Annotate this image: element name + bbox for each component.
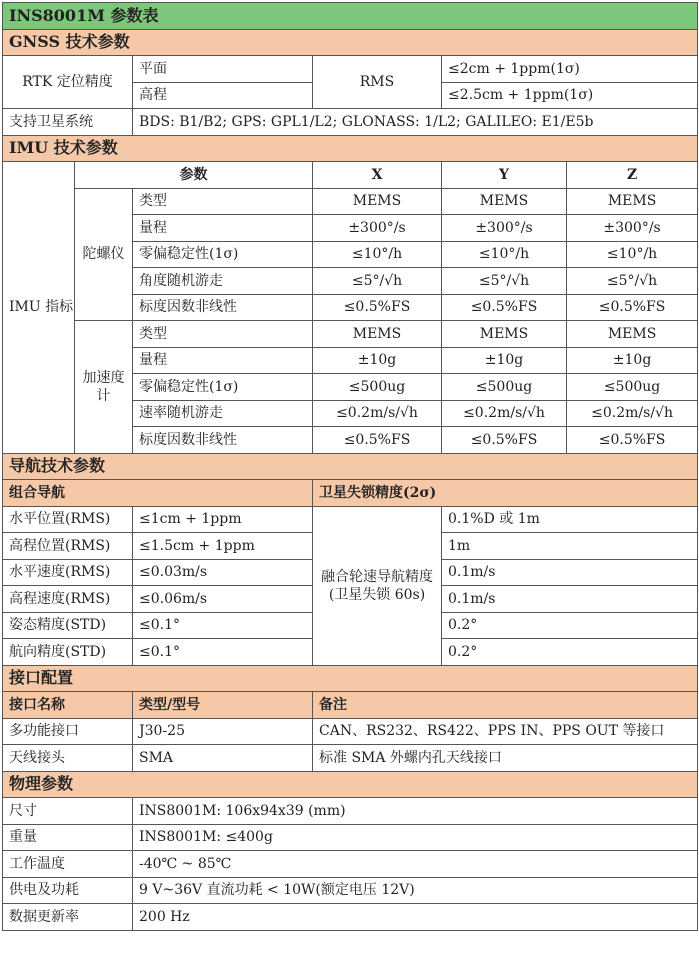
accel-row-x: ±10g bbox=[313, 347, 442, 374]
systems-label: 支持卫星系统 bbox=[3, 109, 133, 136]
rtk-plane-value: ≤2cm + 1ppm(1σ) bbox=[442, 56, 698, 83]
section-nav: 导航技术参数 bbox=[3, 453, 698, 480]
accel-row-z: ≤0.2m/s/√h bbox=[567, 400, 698, 427]
physical-row-name: 数据更新率 bbox=[3, 904, 133, 931]
accel-row-y: ≤500ug bbox=[442, 374, 567, 401]
imu-header-param: 参数 bbox=[75, 162, 313, 189]
gyro-row-z: MEMS bbox=[567, 188, 698, 215]
accel-row-name: 量程 bbox=[133, 347, 313, 374]
physical-row-name: 供电及功耗 bbox=[3, 877, 133, 904]
accel-label-line1: 加速度 bbox=[82, 369, 125, 386]
gyro-row-z: ≤10°/h bbox=[567, 241, 698, 268]
interface-row-note: CAN、RS232、RS422、PPS IN、PPS OUT 等接口 bbox=[313, 718, 698, 745]
systems-value: BDS: B1/B2; GPS: GPL1/L2; GLONASS: 1/L2; GALILEO: E1/E5b bbox=[133, 109, 698, 136]
nav-row-value: ≤0.06m/s bbox=[133, 586, 313, 613]
table-title: INS8001M 参数表 bbox=[3, 3, 698, 30]
accel-row-x: ≤0.2m/s/√h bbox=[313, 400, 442, 427]
rtk-height-value: ≤2.5cm + 1ppm(1σ) bbox=[442, 82, 698, 109]
accel-row-z: ≤500ug bbox=[567, 374, 698, 401]
gyro-row-x: ≤10°/h bbox=[313, 241, 442, 268]
gyro-row-y: ≤10°/h bbox=[442, 241, 567, 268]
gyro-row-y: MEMS bbox=[442, 188, 567, 215]
accel-row-z: ±10g bbox=[567, 347, 698, 374]
nav-row-value: ≤0.1° bbox=[133, 639, 313, 666]
gyro-row-z: ≤0.5%FS bbox=[567, 294, 698, 321]
nav-row-loss: 0.2° bbox=[442, 612, 698, 639]
rtk-height-label: 高程 bbox=[133, 82, 313, 109]
physical-row-name: 尺寸 bbox=[3, 798, 133, 825]
interface-row-note: 标准 SMA 外螺内孔天线接口 bbox=[313, 745, 698, 772]
gyro-row-name: 类型 bbox=[133, 188, 313, 215]
nav-row-name: 水平速度(RMS) bbox=[3, 559, 133, 586]
nav-row-name: 高程速度(RMS) bbox=[3, 586, 133, 613]
gyro-row-y: ±300°/s bbox=[442, 215, 567, 242]
nav-row-loss: 0.1m/s bbox=[442, 559, 698, 586]
nav-fusion-label bbox=[313, 506, 442, 665]
section-interface: 接口配置 bbox=[3, 665, 698, 692]
interface-header-note: 备注 bbox=[313, 692, 698, 719]
gyro-row-name: 角度随机游走 bbox=[133, 268, 313, 295]
physical-row-value: 9 V~36V 直流功耗 < 10W(额定电压 12V) bbox=[133, 877, 698, 904]
accel-label bbox=[75, 321, 133, 454]
section-physical: 物理参数 bbox=[3, 771, 698, 798]
accel-row-x: MEMS bbox=[313, 321, 442, 348]
spec-table bbox=[2, 2, 698, 931]
nav-row-value: ≤1cm + 1ppm bbox=[133, 506, 313, 533]
nav-row-loss: 0.2° bbox=[442, 639, 698, 666]
rtk-plane-label: 平面 bbox=[133, 56, 313, 83]
accel-row-y: ≤0.2m/s/√h bbox=[442, 400, 567, 427]
interface-row-name: 多功能接口 bbox=[3, 718, 133, 745]
nav-row-name: 高程位置(RMS) bbox=[3, 533, 133, 560]
interface-row-name: 天线接头 bbox=[3, 745, 133, 772]
rtk-rms: RMS bbox=[313, 56, 442, 109]
nav-row-name: 水平位置(RMS) bbox=[3, 506, 133, 533]
accel-row-x: ≤500ug bbox=[313, 374, 442, 401]
accel-row-name: 速率随机游走 bbox=[133, 400, 313, 427]
interface-row-type: J30-25 bbox=[133, 718, 313, 745]
gyro-row-x: ≤0.5%FS bbox=[313, 294, 442, 321]
gyro-row-name: 量程 bbox=[133, 215, 313, 242]
interface-row-type: SMA bbox=[133, 745, 313, 772]
physical-row-name: 工作温度 bbox=[3, 851, 133, 878]
accel-row-y: ±10g bbox=[442, 347, 567, 374]
gyro-row-name: 零偏稳定性(1σ) bbox=[133, 241, 313, 268]
accel-row-y: ≤0.5%FS bbox=[442, 427, 567, 454]
gyro-row-x: ±300°/s bbox=[313, 215, 442, 242]
physical-row-value: INS8001M: ≤400g bbox=[133, 824, 698, 851]
imu-group-label: IMU 指标 bbox=[3, 162, 75, 454]
accel-row-x: ≤0.5%FS bbox=[313, 427, 442, 454]
physical-row-value: -40℃ ~ 85℃ bbox=[133, 851, 698, 878]
imu-header-y: Y bbox=[442, 162, 567, 189]
nav-combo-head: 组合导航 bbox=[3, 480, 313, 507]
imu-header-x: X bbox=[313, 162, 442, 189]
nav-row-name: 姿态精度(STD) bbox=[3, 612, 133, 639]
accel-row-z: MEMS bbox=[567, 321, 698, 348]
nav-row-loss: 0.1m/s bbox=[442, 586, 698, 613]
physical-row-value: INS8001M: 106x94x39 (mm) bbox=[133, 798, 698, 825]
gyro-row-y: ≤0.5%FS bbox=[442, 294, 567, 321]
section-imu: IMU 技术参数 bbox=[3, 135, 698, 162]
gyro-row-y: ≤5°/√h bbox=[442, 268, 567, 295]
interface-header-name: 接口名称 bbox=[3, 692, 133, 719]
physical-row-value: 200 Hz bbox=[133, 904, 698, 931]
imu-header-z: Z bbox=[567, 162, 698, 189]
nav-row-name: 航向精度(STD) bbox=[3, 639, 133, 666]
section-gnss: GNSS 技术参数 bbox=[3, 29, 698, 56]
spec-sheet bbox=[2, 2, 697, 931]
nav-fusion-line2: (卫星失锁 60s) bbox=[328, 586, 426, 603]
accel-row-name: 零偏稳定性(1σ) bbox=[133, 374, 313, 401]
nav-row-value: ≤0.1° bbox=[133, 612, 313, 639]
nav-row-loss: 1m bbox=[442, 533, 698, 560]
nav-fusion-line1: 融合轮速导航精度 bbox=[321, 568, 433, 585]
nav-row-value: ≤1.5cm + 1ppm bbox=[133, 533, 313, 560]
nav-loss-head: 卫星失锁精度(2σ) bbox=[313, 480, 698, 507]
gyro-row-name: 标度因数非线性 bbox=[133, 294, 313, 321]
gyro-row-x: MEMS bbox=[313, 188, 442, 215]
nav-row-loss: 0.1%D 或 1m bbox=[442, 506, 698, 533]
gyro-row-x: ≤5°/√h bbox=[313, 268, 442, 295]
accel-row-z: ≤0.5%FS bbox=[567, 427, 698, 454]
physical-row-name: 重量 bbox=[3, 824, 133, 851]
accel-row-y: MEMS bbox=[442, 321, 567, 348]
rtk-label: RTK 定位精度 bbox=[3, 56, 133, 109]
gyro-row-z: ≤5°/√h bbox=[567, 268, 698, 295]
nav-row-value: ≤0.03m/s bbox=[133, 559, 313, 586]
accel-row-name: 标度因数非线性 bbox=[133, 427, 313, 454]
interface-header-type: 类型/型号 bbox=[133, 692, 313, 719]
accel-label-line2: 计 bbox=[96, 387, 111, 404]
gyro-row-z: ±300°/s bbox=[567, 215, 698, 242]
gyro-label: 陀螺仪 bbox=[75, 188, 133, 321]
accel-row-name: 类型 bbox=[133, 321, 313, 348]
